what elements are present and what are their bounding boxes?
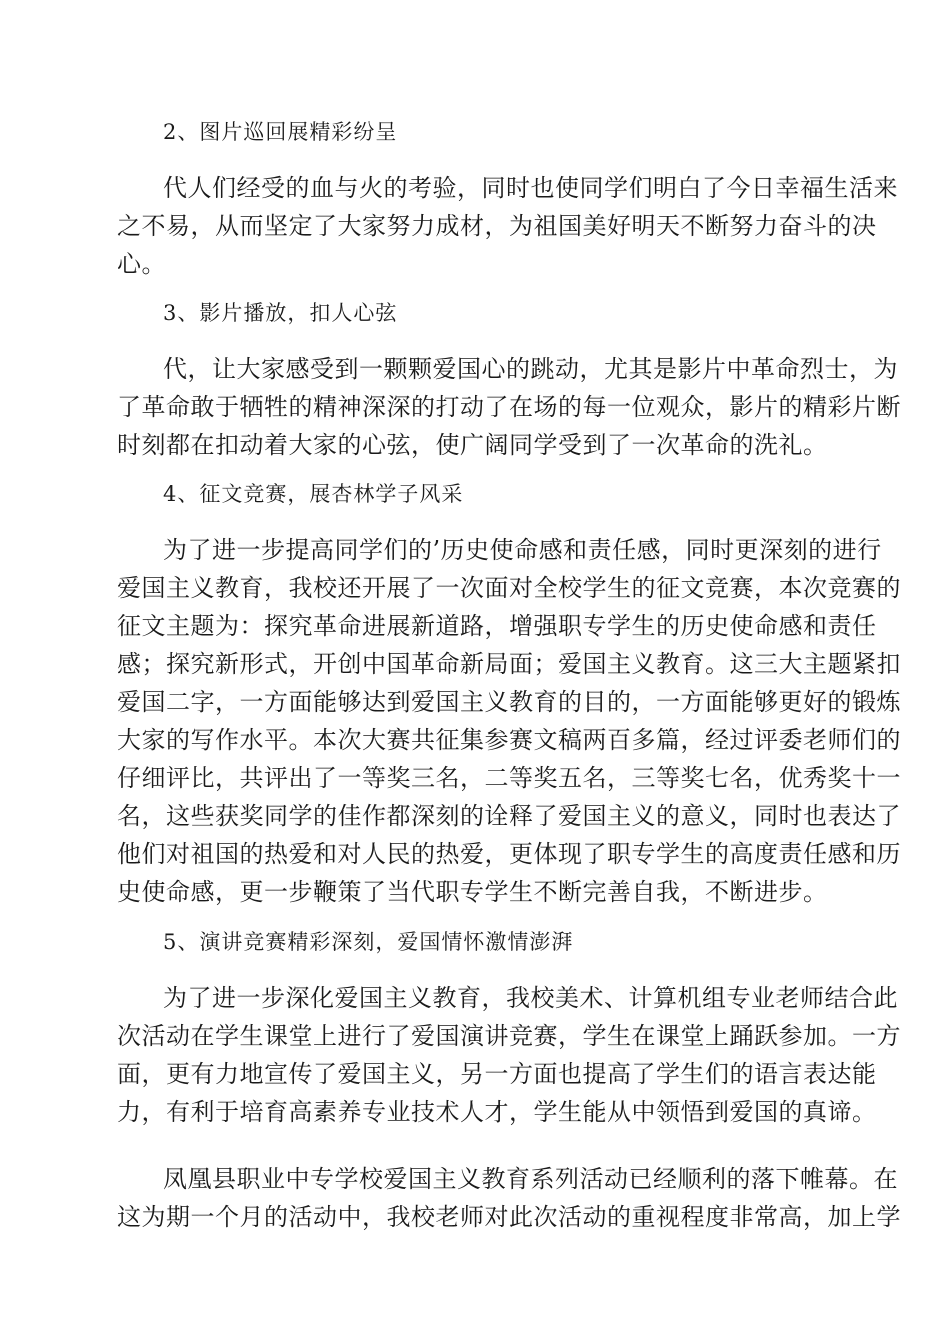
text-line: 爱国主义教育，我校还开展了一次面对全校学生的征文竞赛，本次竞赛的 — [117, 574, 901, 602]
section-heading-3: 3、影片播放，扣人心弦 — [163, 301, 398, 325]
text-line: 这为期一个月的活动中，我校老师对此次活动的重视程度非常高，加上学 — [117, 1203, 901, 1231]
text-line: 代人们经受的血与火的考验，同时也使同学们明白了今日幸福生活来 — [163, 174, 898, 202]
paragraph-1 — [117, 169, 898, 283]
section-heading-4: 4、征文竞赛，展杏林学子风采 — [163, 482, 464, 506]
text-line: 他们对祖国的热爱和对人民的热爱，更体现了职专学生的高度责任感和历 — [117, 840, 901, 868]
text-line: 了革命敢于牺牲的精神深深的打动了在场的每一位观众，影片的精彩片断 — [117, 393, 901, 421]
text-line: 感；探究新形式，开创中国革命新局面；爱国主义教育。这三大主题紧扣 — [117, 650, 901, 678]
text-line: 凤凰县职业中专学校爱国主义教育系列活动已经顺利的落下帷幕。在 — [163, 1165, 898, 1193]
paragraph-5 — [117, 1160, 901, 1236]
text-line: 力，有利于培育高素养专业技术人才，学生能从中领悟到爱国的真谛。 — [117, 1098, 877, 1126]
text-line: 大家的写作水平。本次大赛共征集参赛文稿两百多篇，经过评委老师们的 — [117, 726, 901, 754]
text-line: 代，让大家感受到一颗颗爱国心的跳动，尤其是影片中革命烈士，为 — [163, 355, 898, 383]
text-line: 仔细评比，共评出了一等奖三名，二等奖五名，三等奖七名，优秀奖十一 — [117, 764, 901, 792]
text-line: 心。 — [117, 250, 166, 278]
paragraph-3 — [117, 531, 901, 911]
text-line: 史使命感，更一步鞭策了当代职专学生不断完善自我，不断进步。 — [117, 878, 828, 906]
paragraph-2 — [117, 350, 901, 464]
text-line: 为了进一步提高同学们的’历史使命感和责任感，同时更深刻的进行 — [163, 536, 882, 564]
text-line: 征文主题为：探究革命进展新道路，增强职专学生的历史使命感和责任 — [117, 612, 877, 640]
text-line: 次活动在学生课堂上进行了爱国演讲竞赛，学生在课堂上踊跃参加。一方 — [117, 1022, 901, 1050]
text-line: 爱国二字，一方面能够达到爱国主义教育的目的，一方面能够更好的锻炼 — [117, 688, 901, 716]
section-heading-5: 5、演讲竞赛精彩深刻，爱国情怀激情澎湃 — [163, 930, 574, 954]
text-line: 时刻都在扣动着大家的心弦，使广阔同学受到了一次革命的洗礼。 — [117, 431, 828, 459]
text-line: 之不易，从而坚定了大家努力成材，为祖国美好明天不断努力奋斗的决 — [117, 212, 877, 240]
text-line: 面，更有力地宣传了爱国主义，另一方面也提高了学生们的语言表达能 — [117, 1060, 877, 1088]
paragraph-4 — [117, 979, 901, 1131]
section-heading-2: 2、图片巡回展精彩纷呈 — [163, 120, 398, 144]
text-line: 名，这些获奖同学的佳作都深刻的诠释了爱国主义的意义，同时也表达了 — [117, 802, 901, 830]
text-line: 为了进一步深化爱国主义教育，我校美术、计算机组专业老师结合此 — [163, 984, 898, 1012]
